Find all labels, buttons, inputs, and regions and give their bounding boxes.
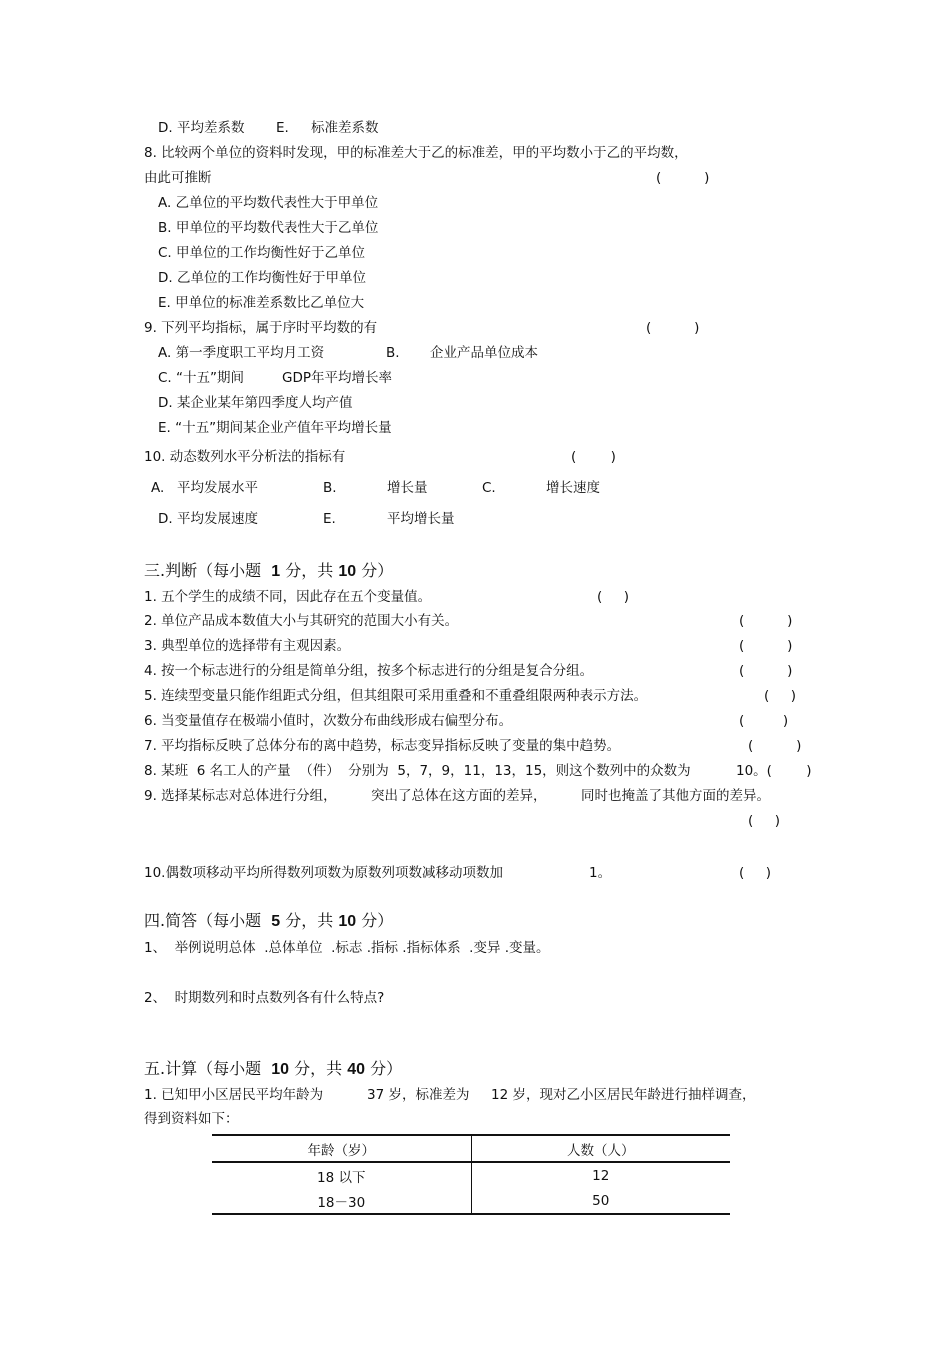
option-a-letter: A. xyxy=(151,480,165,496)
cell-count: 50 xyxy=(471,1188,730,1214)
judgment-10-number: 1。 xyxy=(589,865,612,881)
option-d: D. 平均发展速度 xyxy=(158,511,258,527)
heading-text: 分） xyxy=(361,911,394,930)
option-c: C. 甲单位的工作均衡性好于乙单位 xyxy=(158,245,366,261)
heading-text: 分） xyxy=(370,1059,403,1078)
judgment-7: 7. 平均指标反映了总体分布的离中趋势，标志变异指标反映了变量的集中趋势。 xyxy=(144,738,621,754)
cell-age: 18－30 xyxy=(212,1188,471,1214)
option-a-text: 平均发展水平 xyxy=(177,480,258,496)
question-10-text: 10. 动态数列水平分析法的指标有 xyxy=(144,449,346,465)
judgment-10: 10.偶数项移动平均所得数列项数为原数列项数减移动项数加 xyxy=(144,865,503,881)
age-table xyxy=(212,1134,730,1215)
option-e: E. 甲单位的标准差系数比乙单位大 xyxy=(158,295,365,311)
heading-text: 三.判断（每小题 xyxy=(144,561,262,580)
judgment-5: 5. 连续型变量只能作组距式分组，但其组限可采用重叠和不重叠组限两种表示方法。 xyxy=(144,688,648,704)
heading-text: 分，共 xyxy=(285,911,334,930)
answer-paren: ( ) xyxy=(571,449,616,465)
table-header-row xyxy=(212,1135,730,1162)
option-c-letter: C. xyxy=(482,480,496,496)
answer-paren: ( ) xyxy=(748,738,802,754)
option-b-letter: B. xyxy=(323,480,337,496)
heading-number: 1 xyxy=(271,563,281,580)
option-c-text: GDP年平均增长率 xyxy=(282,370,392,386)
option-e-text: 平均增长量 xyxy=(387,511,455,527)
option-e-letter: E. xyxy=(276,120,289,136)
judgment-9-b: 突出了总体在这方面的差异， xyxy=(371,788,547,804)
calc-1-text-2: 得到资料如下： xyxy=(144,1111,239,1127)
judgment-6: 6. 当变量值存在极端小值时，次数分布曲线形成右偏型分布。 xyxy=(144,713,513,729)
option-d: D. 平均差系数 xyxy=(158,120,245,136)
option-b-text: 增长量 xyxy=(387,480,428,496)
option-e-letter: E. xyxy=(323,511,336,527)
judgment-1: 1. 五个学生的成绩不同，因此存在五个变量值。 xyxy=(144,589,432,605)
section-4-heading xyxy=(144,912,393,931)
answer-paren: 10。( ) xyxy=(736,763,812,779)
answer-paren: ( ) xyxy=(739,865,771,881)
option-c-text: 增长速度 xyxy=(546,480,600,496)
answer-paren: ( ) xyxy=(656,170,710,186)
table-row xyxy=(212,1162,730,1188)
answer-paren: ( ) xyxy=(748,813,780,829)
table-row xyxy=(212,1188,730,1214)
judgment-8: 8. 某班 6 名工人的产量 （件） 分别为 5，7，9，11，13，15，则这个数列中的众数为 xyxy=(144,763,691,779)
short-answer-1: 1、 举例说明总体 .总体单位 .标志 .指标 .指标体系 .变异 .变量。 xyxy=(144,940,550,956)
answer-paren: ( ) xyxy=(597,589,629,605)
heading-number: 10 xyxy=(338,913,357,930)
option-b-letter: B. xyxy=(386,345,400,361)
header-age: 年龄（岁） xyxy=(212,1135,471,1162)
option-a: A. 乙单位的平均数代表性大于甲单位 xyxy=(158,195,379,211)
answer-paren: ( ) xyxy=(739,663,793,679)
option-a: A. 第一季度职工平均月工资 xyxy=(158,345,325,361)
cell-age: 18 以下 xyxy=(212,1162,471,1188)
heading-number: 10 xyxy=(338,563,357,580)
option-d: D. 乙单位的工作均衡性好于甲单位 xyxy=(158,270,366,286)
header-count: 人数（人） xyxy=(471,1135,730,1162)
judgment-9: 9. 选择某标志对总体进行分组， xyxy=(144,788,337,804)
cell-count: 12 xyxy=(592,1167,610,1184)
heading-text: 四.简答（每小题 xyxy=(144,911,262,930)
heading-number: 40 xyxy=(347,1061,366,1078)
question-8-text: 8. 比较两个单位的资料时发现，甲的标准差大于乙的标准差，甲的平均数小于乙的平均数， xyxy=(144,145,688,161)
option-b-text: 企业产品单位成本 xyxy=(430,345,538,361)
calc-1-text-b: 37 岁，标准差为 xyxy=(367,1087,470,1103)
answer-paren: ( ) xyxy=(739,638,793,654)
judgment-9-c: 同时也掩盖了其他方面的差异。 xyxy=(581,788,770,804)
option-e: E. “十五”期间某企业产值年平均增长量 xyxy=(158,420,392,436)
judgment-3: 3. 典型单位的选择带有主观因素。 xyxy=(144,638,351,654)
calc-1-text-c: 12 岁，现对乙小区居民年龄进行抽样调查， xyxy=(491,1087,756,1103)
section-5-heading xyxy=(144,1060,402,1079)
short-answer-2: 2、 时期数列和时点数列各有什么特点? xyxy=(144,990,385,1006)
heading-text: 分） xyxy=(361,561,394,580)
answer-paren: ( ) xyxy=(646,320,700,336)
option-c: C. “十五”期间 xyxy=(158,370,244,386)
answer-paren: ( ) xyxy=(739,713,789,729)
answer-paren: ( ) xyxy=(764,688,796,704)
judgment-2: 2. 单位产品成本数值大小与其研究的范围大小有关。 xyxy=(144,613,459,629)
heading-text: 五.计算（每小题 xyxy=(144,1059,262,1078)
heading-number: 5 xyxy=(271,913,281,930)
option-e-text: 标准差系数 xyxy=(311,120,379,136)
judgment-4: 4. 按一个标志进行的分组是简单分组，按多个标志进行的分组是复合分组。 xyxy=(144,663,594,679)
heading-text: 分，共 xyxy=(294,1059,343,1078)
option-d: D. 某企业某年第四季度人均产值 xyxy=(158,395,353,411)
heading-text: 分，共 xyxy=(285,561,334,580)
question-9-text: 9. 下列平均指标，属于序时平均数的有 xyxy=(144,320,378,336)
option-b: B. 甲单位的平均数代表性大于乙单位 xyxy=(158,220,379,236)
answer-paren: ( ) xyxy=(739,613,793,629)
section-3-heading xyxy=(144,562,393,581)
heading-number: 10 xyxy=(271,1061,290,1078)
calc-1-text: 1. 已知甲小区居民平均年龄为 xyxy=(144,1087,324,1103)
question-8-text-2: 由此可推断 xyxy=(144,170,212,186)
